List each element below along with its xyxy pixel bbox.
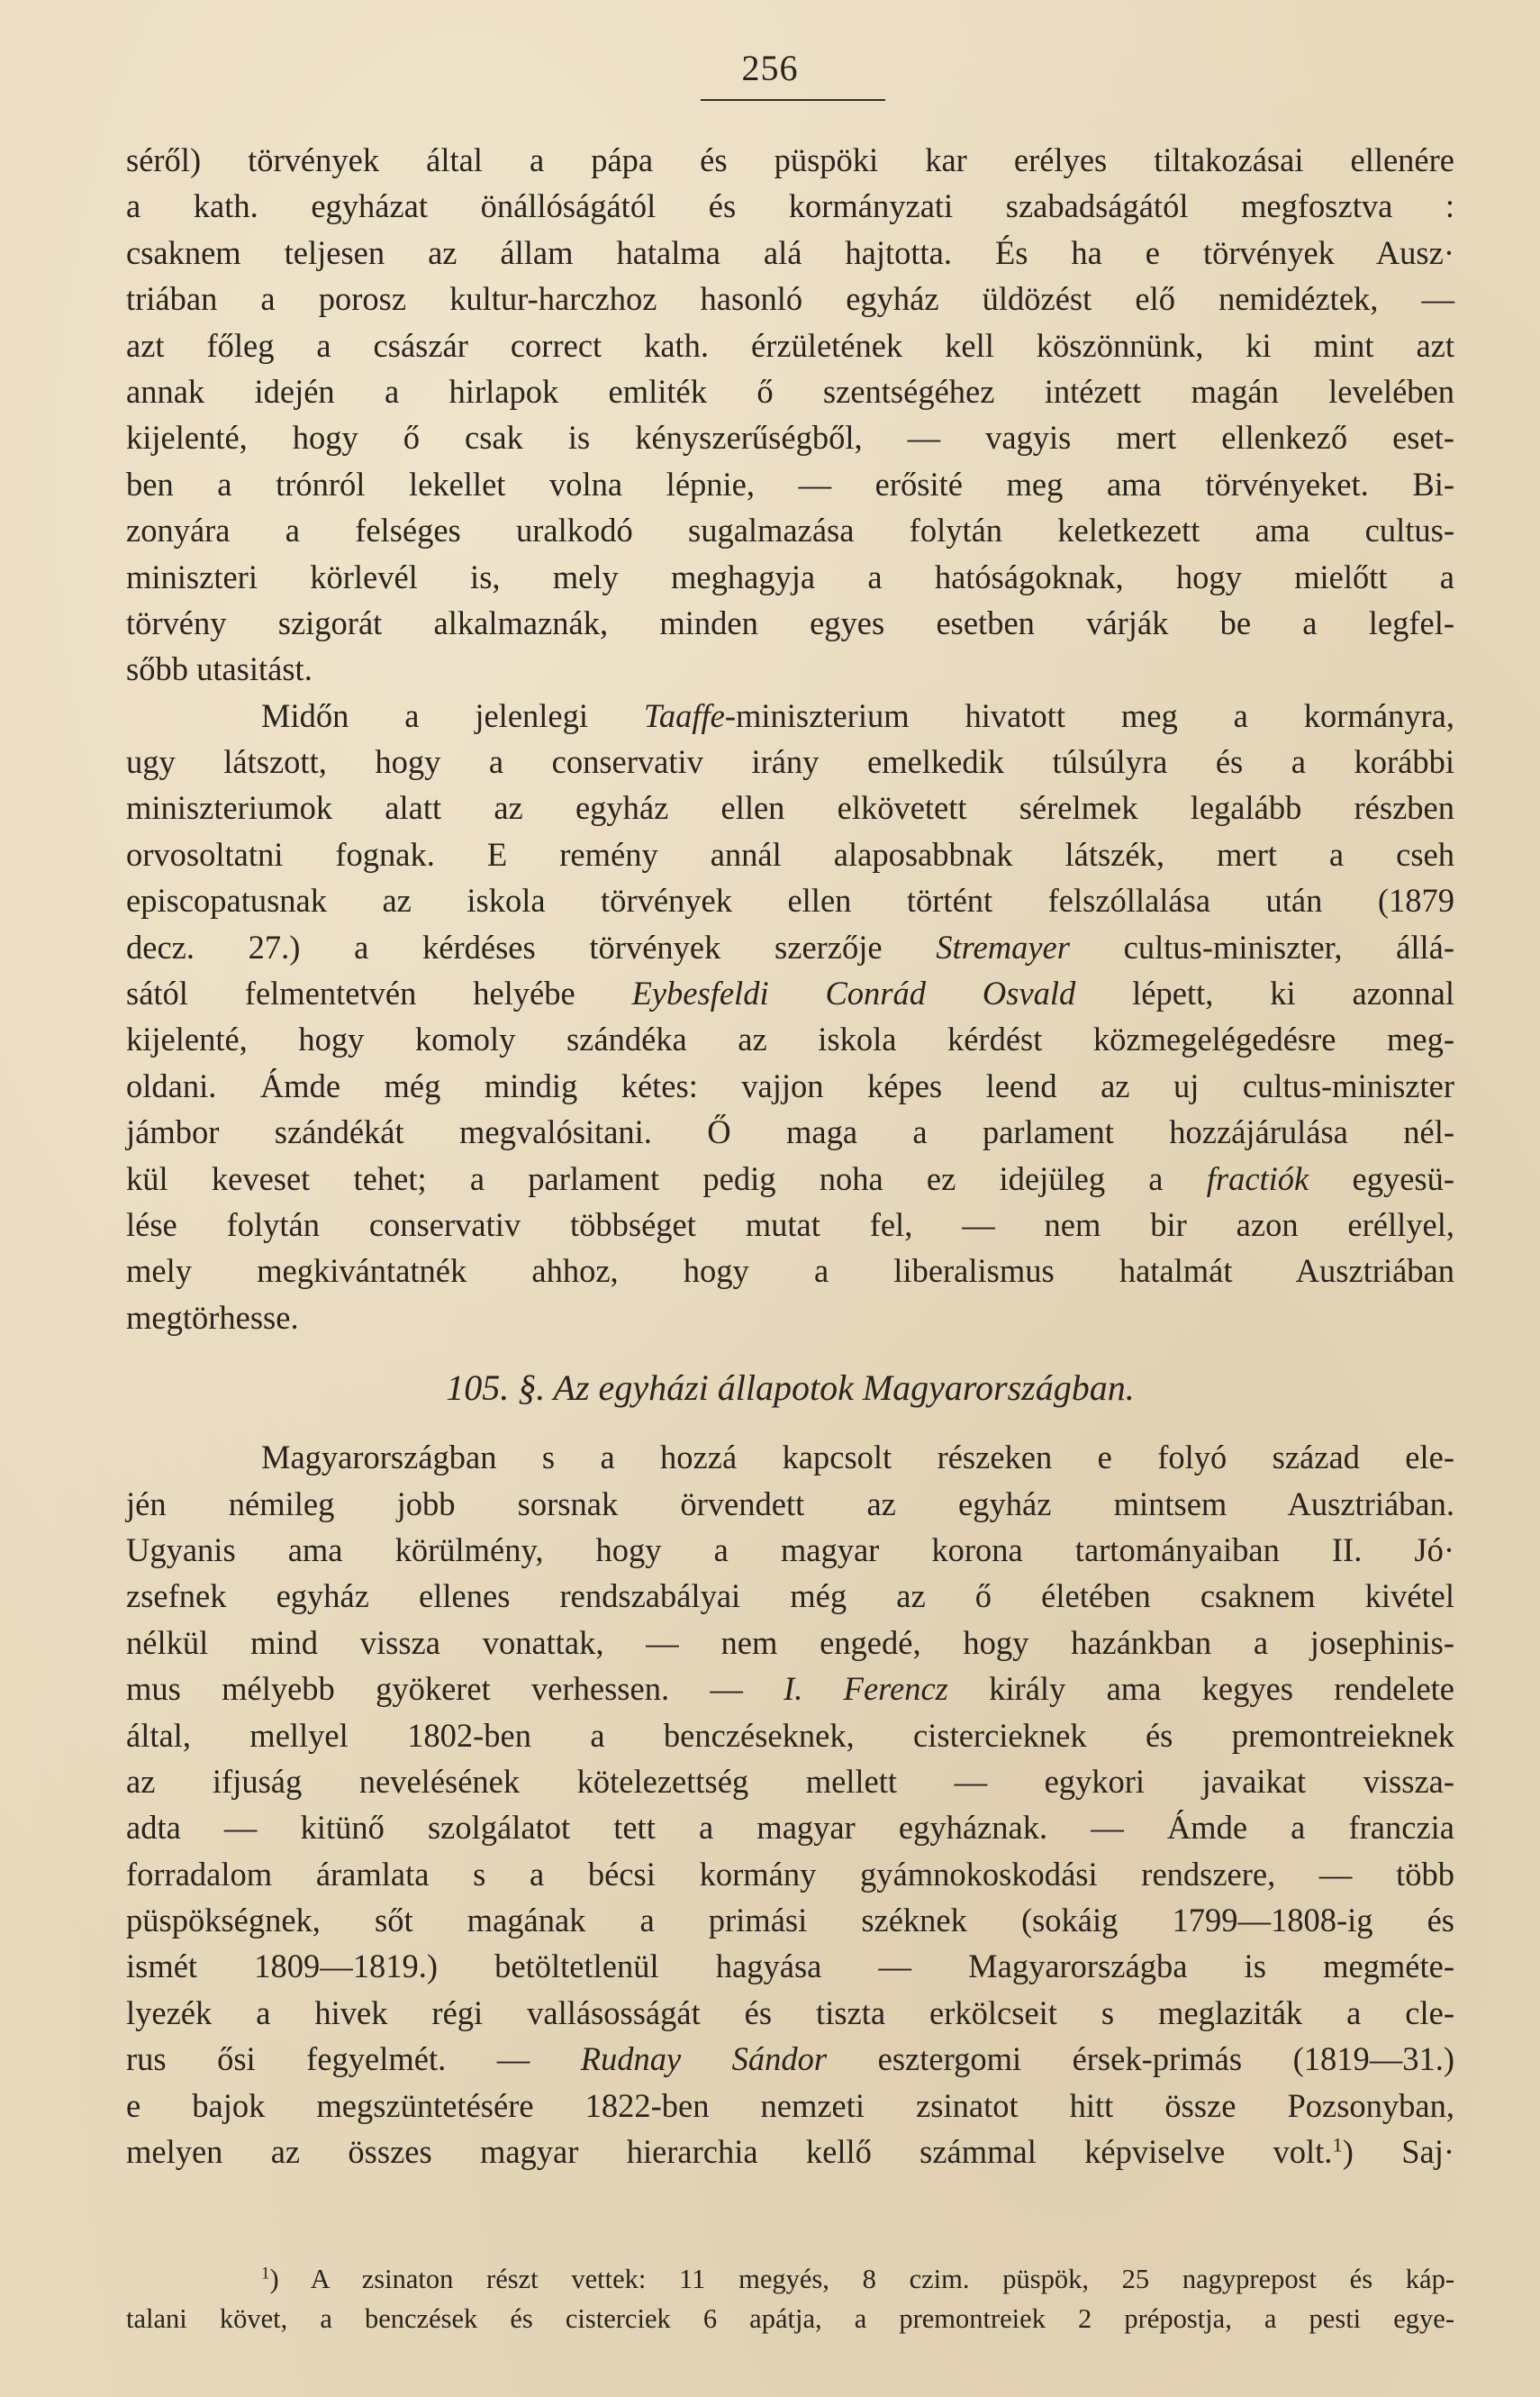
- page-body: [126, 137, 1454, 2175]
- text-line: zsefnek egyház ellenes rendszabályai még az ő életében csaknem kivétel: [126, 1577, 1454, 1615]
- italic-name: I. Ferencz: [784, 1670, 948, 1708]
- page-number: 256: [741, 48, 799, 88]
- text-run: decz. 27.) a kérdéses törvények szerzője: [126, 928, 937, 966]
- italic-name: Eybesfeldi Conrád Osvald: [631, 975, 1076, 1012]
- italic-name: Stremayer: [936, 928, 1070, 966]
- italic-term: fractiók: [1206, 1159, 1309, 1197]
- text-run: cultus-miniszter, állá-: [1069, 928, 1454, 966]
- text-line: miniszteri körlevél is, mely meghagyja a hatóságoknak, hogy mielőtt a: [126, 558, 1454, 595]
- text-line: [126, 2036, 1454, 2082]
- text-line: püspökségnek, sőt magának a primási széknek (sokáig 1799—1808-ig és: [126, 1902, 1454, 1939]
- footnote-line: [126, 2259, 1454, 2299]
- text-run: ) A zsinaton részt vettek: 11 megyés, 8 czim. püspök, 25 nagyprepost és káp-: [269, 2264, 1454, 2294]
- text-line: Magyarországban s a hozzá kapcsolt részeken e folyó század ele-: [261, 1439, 1454, 1476]
- text-line: zonyára a felséges uralkodó sugalmazása folytán keletkezett ama cultus-: [126, 512, 1454, 549]
- text-line: kijelenté, hogy ő csak is kényszerűségből, — vagyis mert ellenkező eset-: [126, 419, 1454, 457]
- text-line: csaknem teljesen az állam hatalma alá hajtotta. És ha e törvények Ausz·: [126, 233, 1454, 271]
- italic-name: Taaffe: [643, 696, 725, 734]
- text-line: [126, 1156, 1454, 1202]
- text-run: rus ősi fegyelmét. —: [126, 2040, 581, 2078]
- paragraph-2: [126, 693, 1454, 1340]
- text-line: [126, 2129, 1454, 2175]
- text-line: mely megkivántatnék ahhoz, hogy a liberalismus hatalmát Ausztriában: [126, 1252, 1454, 1290]
- text-run: egyesü-: [1309, 1159, 1454, 1197]
- text-line: miniszteriumok alatt az egyház ellen elkövetett sérelmek legalább részben: [126, 789, 1454, 827]
- footnote-ref: 1: [1332, 2133, 1343, 2156]
- text-run: mus mélyebb gyökeret verhessen. —: [126, 1670, 784, 1708]
- text-run: kül keveset tehet; a parlament pedig noha ez idejüleg a: [126, 1159, 1207, 1197]
- text-line: [126, 1666, 1454, 1711]
- text-line: sőbb utasitást.: [126, 650, 313, 688]
- text-line: által, mellyel 1802-ben a benczéseknek, cistercieknek és premontreieknek: [126, 1716, 1454, 1754]
- text-run: lépett, ki azonnal: [1075, 975, 1454, 1012]
- text-line: az ifjuság nevelésének kötelezettség mellett — egykori javaikat vissza-: [126, 1762, 1454, 1800]
- text-line: azt főleg a császár correct kath. érzületének kell köszönnünk, ki mint azt: [126, 326, 1454, 364]
- text-line: törvény szigorát alkalmaznák, minden egyes esetben várják be a legfel-: [126, 604, 1454, 641]
- text-line: nélkül mind vissza vonattak, — nem engedé, hogy hazánkban a josephinis-: [126, 1623, 1454, 1661]
- section-heading: 105. §. Az egyházi állapotok Magyarországban.: [446, 1367, 1135, 1409]
- text-run: Midőn a jelenlegi: [261, 696, 644, 734]
- text-line: orvosoltatni fognak. E remény annál alaposabbnak látszék, mert a cseh: [126, 835, 1454, 873]
- paragraph-3: [126, 1434, 1454, 2175]
- text-run: esztergomi érsek-primás (1819—31.): [827, 2040, 1455, 2078]
- text-run: király ama kegyes rendelete: [947, 1670, 1455, 1708]
- text-line: adta — kitünő szolgálatot tett a magyar egyháznak. — Ámde a franczia: [126, 1809, 1454, 1847]
- text-line: episcopatusnak az iskola törvények ellen történt felszóllalása után (1879: [126, 882, 1454, 920]
- header-rule: [701, 99, 885, 101]
- text-line: kijelenté, hogy komoly szándéka az iskola kérdést közmegelégedésre meg-: [126, 1021, 1454, 1058]
- text-line: oldani. Ámde még mindig kétes: vajjon képes leend az uj cultus-miniszter: [126, 1067, 1454, 1104]
- text-line: megtörhesse.: [126, 1298, 299, 1336]
- text-run: -miniszterium hivatott meg a kormányra,: [724, 696, 1454, 734]
- text-line: [126, 970, 1454, 1016]
- footnote-line: talani követ, a benczések és cisterciek 6 apátja, a premontreiek 2 prépostja, a pesti egye-: [126, 2303, 1454, 2334]
- text-line: jámbor szándékát megvalósitani. Ő maga a parlament hozzájárulása nél-: [126, 1113, 1454, 1151]
- paragraph-1: [126, 137, 1454, 693]
- text-line: Ugyanis ama körülmény, hogy a magyar korona tartományaiban II. Jó·: [126, 1530, 1454, 1568]
- text-run: sától felmentetvén helyébe: [126, 975, 632, 1012]
- footnotes: [126, 2259, 1454, 2338]
- text-line: annak idején a hirlapok emliték ő szentségéhez intézett magán levelében: [126, 372, 1454, 410]
- text-line: lyezék a hivek régi vallásosságát és tiszta erkölcseit s meglaziták a cle-: [126, 1993, 1454, 2031]
- text-line: triában a porosz kultur-harczhoz hasonló egyház üldözést elő nemidéztek, —: [126, 280, 1454, 318]
- text-line: ben a trónról lekellet volna lépnie, — erősité meg ama törvényeket. Bi-: [126, 465, 1454, 503]
- text-line: ugy látszott, hogy a conservativ irány emelkedik túlsúlyra és a korábbi: [126, 743, 1454, 781]
- italic-name: Rudnay Sándor: [580, 2040, 828, 2078]
- text-line: e bajok megszüntetésére 1822-ben nemzeti zsinatot hitt össze Pozsonyban,: [126, 2086, 1454, 2124]
- footnote-marker: 1: [261, 2264, 270, 2284]
- text-line: ismét 1809—1819.) betöltetlenül hagyása — Magyarországba is megméte-: [126, 1948, 1454, 1985]
- text-line: forradalom áramlata s a bécsi kormány gyámnokoskodási rendszere, — több: [126, 1855, 1454, 1893]
- text-line: [126, 924, 1454, 970]
- text-line: [126, 693, 1454, 739]
- text-line: lése folytán conservativ többséget mutat fel, — nem bir azon eréllyel,: [126, 1205, 1454, 1243]
- text-line: séről) törvények által a pápa és püspöki kar erélyes tiltakozásai ellenére: [126, 141, 1454, 178]
- text-run: ) Saj·: [1342, 2133, 1454, 2171]
- text-line: a kath. egyházat önállóságától és kormányzati szabadságától megfosztva :: [126, 187, 1454, 225]
- text-line: jén némileg jobb sorsnak örvendett az egyház mintsem Ausztriában.: [126, 1485, 1454, 1522]
- text-run: melyen az összes magyar hierarchia kellő számmal képviselve volt.: [126, 2133, 1333, 2171]
